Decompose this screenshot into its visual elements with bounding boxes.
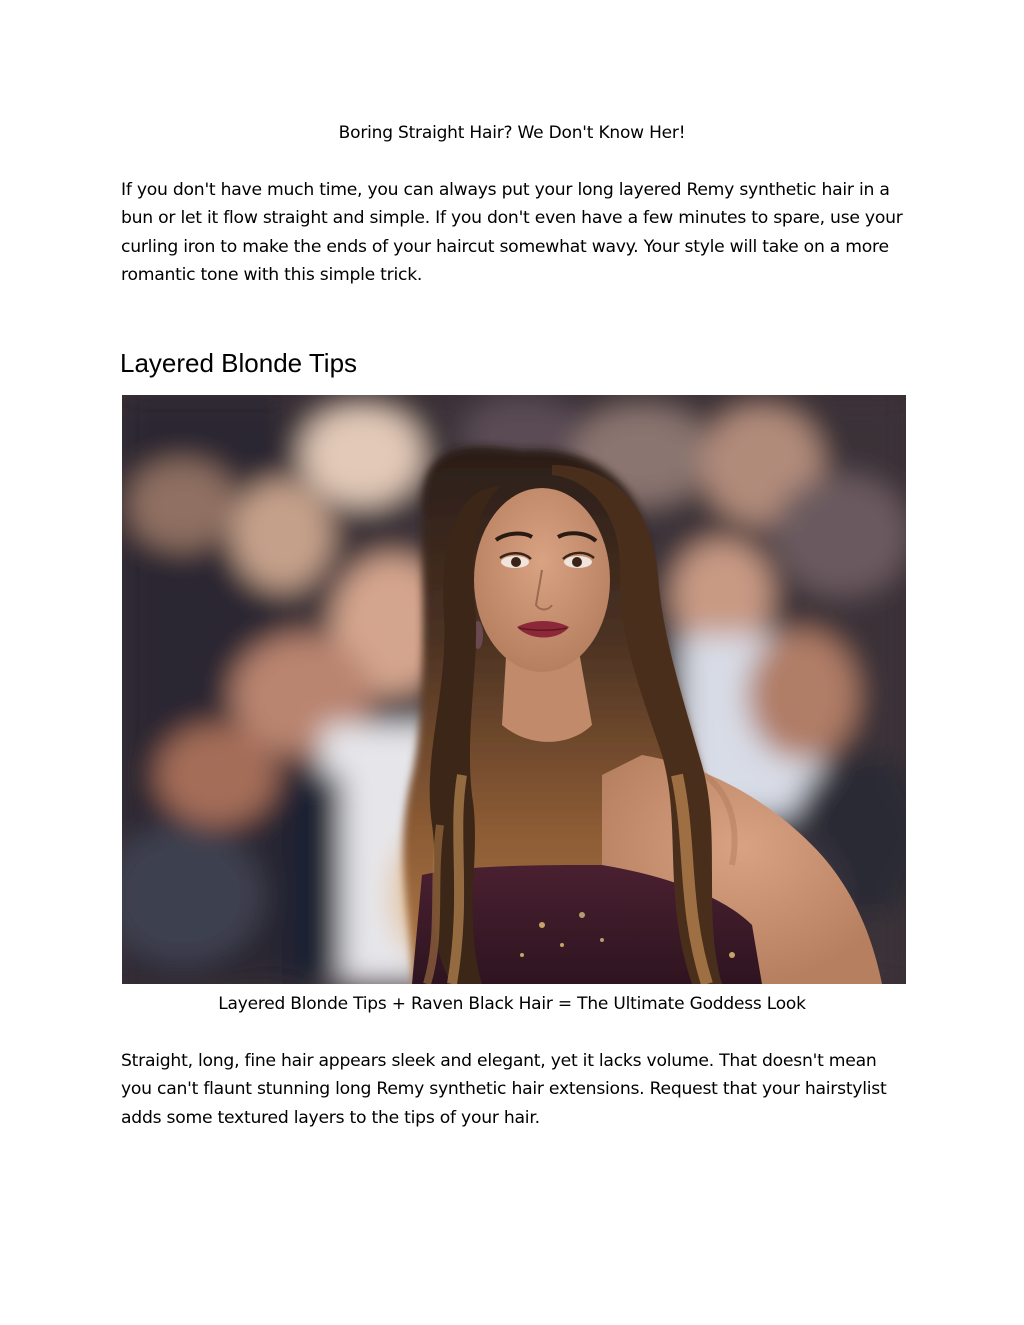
- face: [474, 488, 610, 672]
- intro-caption: Boring Straight Hair? We Don't Know Her!: [338, 123, 686, 143]
- section-heading: Layered Blonde Tips: [120, 348, 358, 378]
- section-paragraph: Straight, long, fine hair appears sleek and elegant, yet it lacks volume. That doesn't mean you can't flaunt stunning long Remy synthetic hair extensions. Request that your hairstylist adds some textured layers to the tips of your hair.: [121, 1051, 887, 1128]
- intro-paragraph: If you don't have much time, you can always put your long layered Remy synthetic hair in a bun or let it flow straight and simple. If you don't even have a few minutes to spare, use your curling iron to make the ends of your haircut somewhat wavy. Your style will take on a more romantic tone with this simple trick.: [121, 180, 903, 285]
- image-caption: Layered Blonde Tips + Raven Black Hair = The Ultimate Goddess Look: [218, 994, 806, 1014]
- portrait-photo: [122, 395, 906, 984]
